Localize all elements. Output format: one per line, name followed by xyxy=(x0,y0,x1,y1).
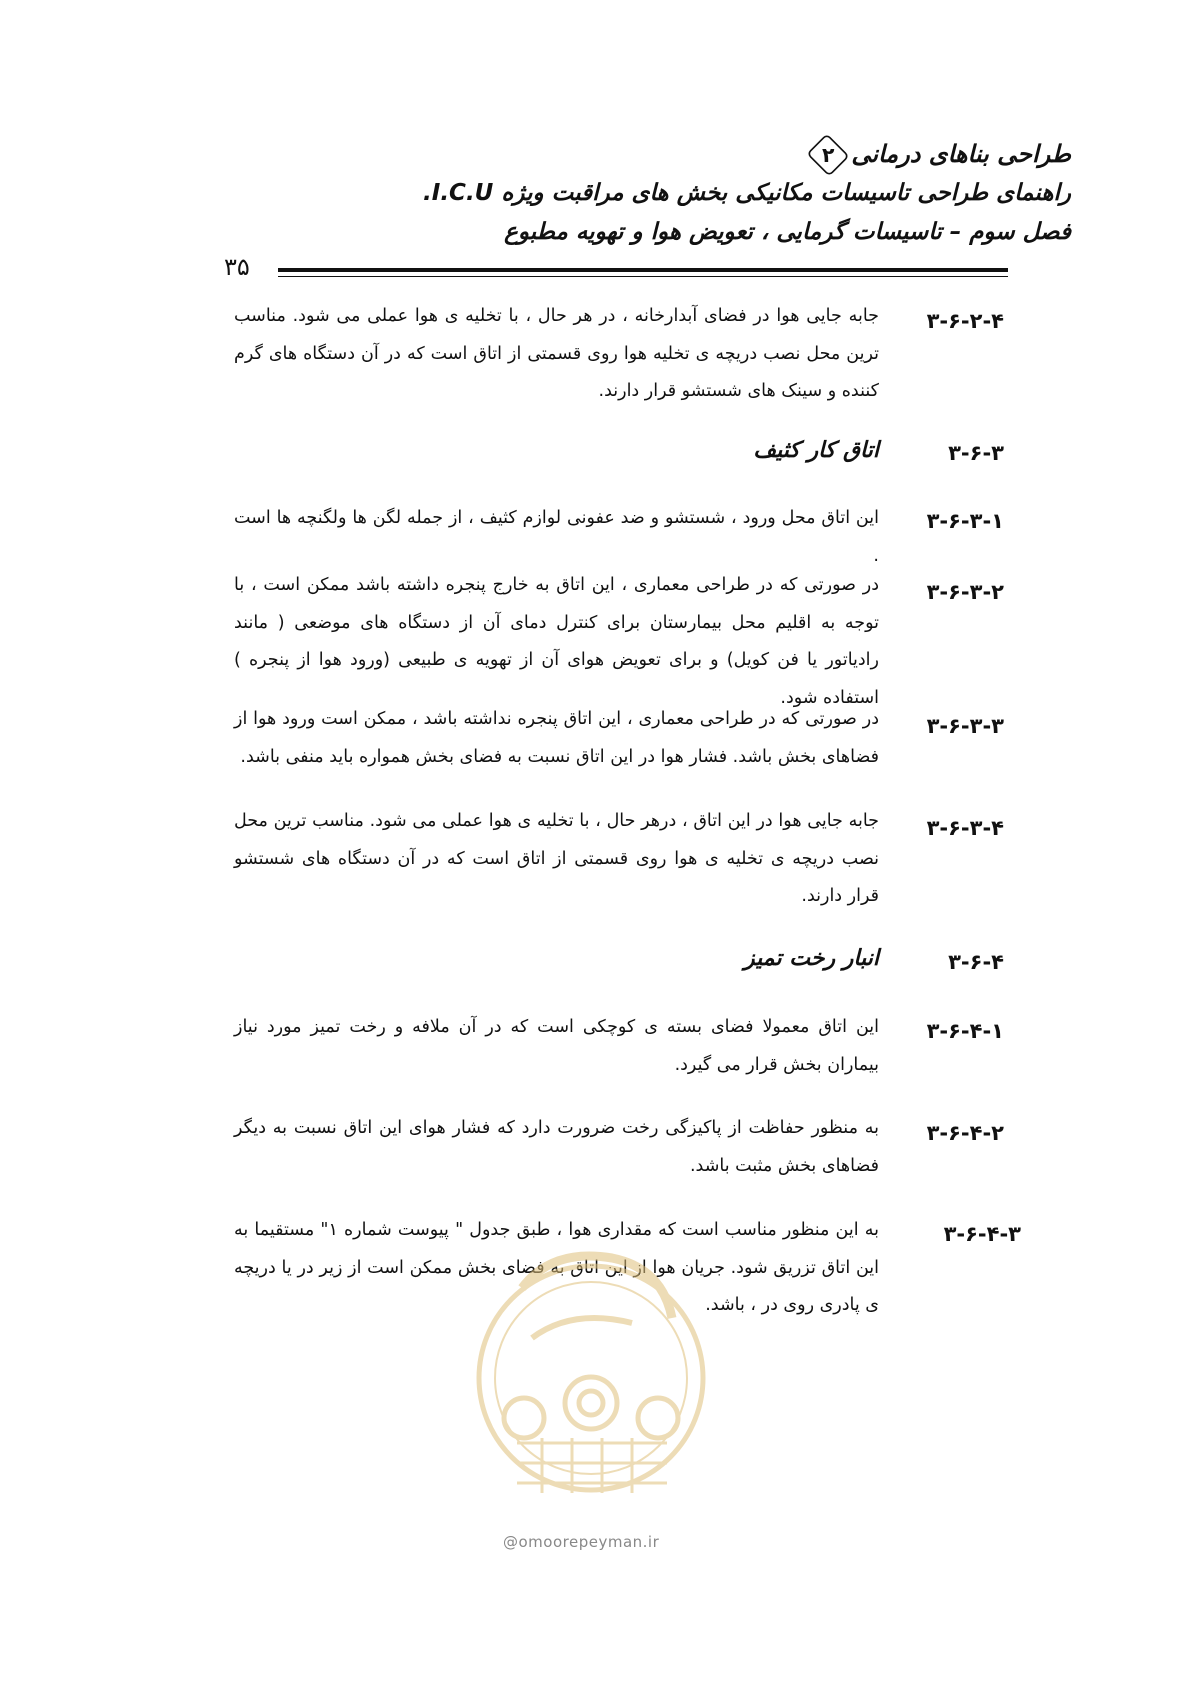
guide-title: راهنمای طراحی تاسیسات مکانیکی بخش های مراقبت ویژه I.C.U. xyxy=(423,180,1071,206)
section-number: ۳-۶-۴ xyxy=(948,950,1004,974)
item-number: ۳-۶-۴-۱ xyxy=(926,1019,1004,1043)
item-number: ۳-۶-۳-۱ xyxy=(926,509,1004,533)
item-number: ۳-۶-۳-۳ xyxy=(926,714,1004,738)
volume-badge: ۲ xyxy=(807,133,850,176)
item-number: ۳-۶-۴-۳ xyxy=(943,1222,1021,1246)
item-paragraph: جابه جایی هوا در این اتاق ، درهر حال ، با تخلیه ی هوا عملی می شود. مناسب ترین محل نصب دریچه ی تخلیه ی هوا روی قسمتی از اتاق است که در آن دستگاه های شستشو قرار دارند. xyxy=(234,811,879,906)
item-paragraph: در صورتی که در طراحی معماری ، این اتاق به خارج پنجره داشته باشد ممکن است ، با توجه به اقلیم محل بیمارستان برای کنترل دمای آن از دستگاه های موضعی ( مانند رادیاتور یا فن کویل) و برای تعویض هوای آن از تهویه ی طبیعی (ورود هوا از پنجره ) استفاده شود. xyxy=(234,575,879,708)
book-title xyxy=(805,138,1071,172)
book-title-text: طراحی بناهای درمانی xyxy=(851,140,1071,168)
item-paragraph: به این منظور مناسب است که مقداری هوا ، طبق جدول " پیوست شماره ۱" مستقیما به این اتاق تزریق شود. جریان هوا از این اتاق به فضای بخش ممکن است از زیر در یا دریچه ی پادری روی در ، باشد. xyxy=(234,1220,879,1315)
section-heading: انبار رخت تمیز xyxy=(744,946,879,971)
item-number: ۳-۶-۲-۴ xyxy=(926,309,1004,333)
item-number: ۳-۶-۴-۲ xyxy=(926,1121,1004,1145)
header-rule xyxy=(278,268,1008,272)
item-paragraph: در صورتی که در طراحی معماری ، این اتاق پنجره نداشته باشد ، ممکن است ورود هوا از فضاهای بخش باشد. فشار هوا در این اتاق نسبت به فضای بخش همواره باید منفی باشد. xyxy=(234,709,879,767)
header-rule-thin xyxy=(278,276,1008,277)
section-heading: اتاق کار کثیف xyxy=(753,438,879,463)
item-paragraph: این اتاق معمولا فضای بسته ی کوچکی است که در آن ملافه و رخت تمیز مورد نیاز بیماران بخش قرار می گیرد. xyxy=(234,1017,879,1075)
chapter-title: فصل سوم – تاسیسات گرمایی ، تعویض هوا و تهویه مطبوع xyxy=(504,219,1071,245)
page-number: ۳۵ xyxy=(224,253,250,281)
item-number: ۳-۶-۳-۴ xyxy=(926,816,1004,840)
watermark-url: @omoorepeyman.ir xyxy=(503,1533,660,1551)
item-paragraph: این اتاق محل ورود ، شستشو و ضد عفونی لوازم کثیف ، از جمله لگن ها ولگنچه ها است . xyxy=(234,508,879,566)
item-paragraph: جابه جایی هوا در فضای آبدارخانه ، در هر حال ، با تخلیه ی هوا عملی می شود. مناسب ترین محل نصب دریچه ی تخلیه هوا روی قسمتی از اتاق است که در آن دستگاه های گرم کننده و سینک های شستشو قرار دارند. xyxy=(234,306,879,401)
item-paragraph: به منظور حفاظت از پاکیزگی رخت ضرورت دارد که فشار هوای این اتاق نسبت به دیگر فضاهای بخش مثبت باشد. xyxy=(234,1118,879,1176)
item-number: ۳-۶-۳-۲ xyxy=(926,580,1004,604)
watermark-seal-icon xyxy=(462,1228,720,1528)
section-number: ۳-۶-۳ xyxy=(948,441,1004,465)
